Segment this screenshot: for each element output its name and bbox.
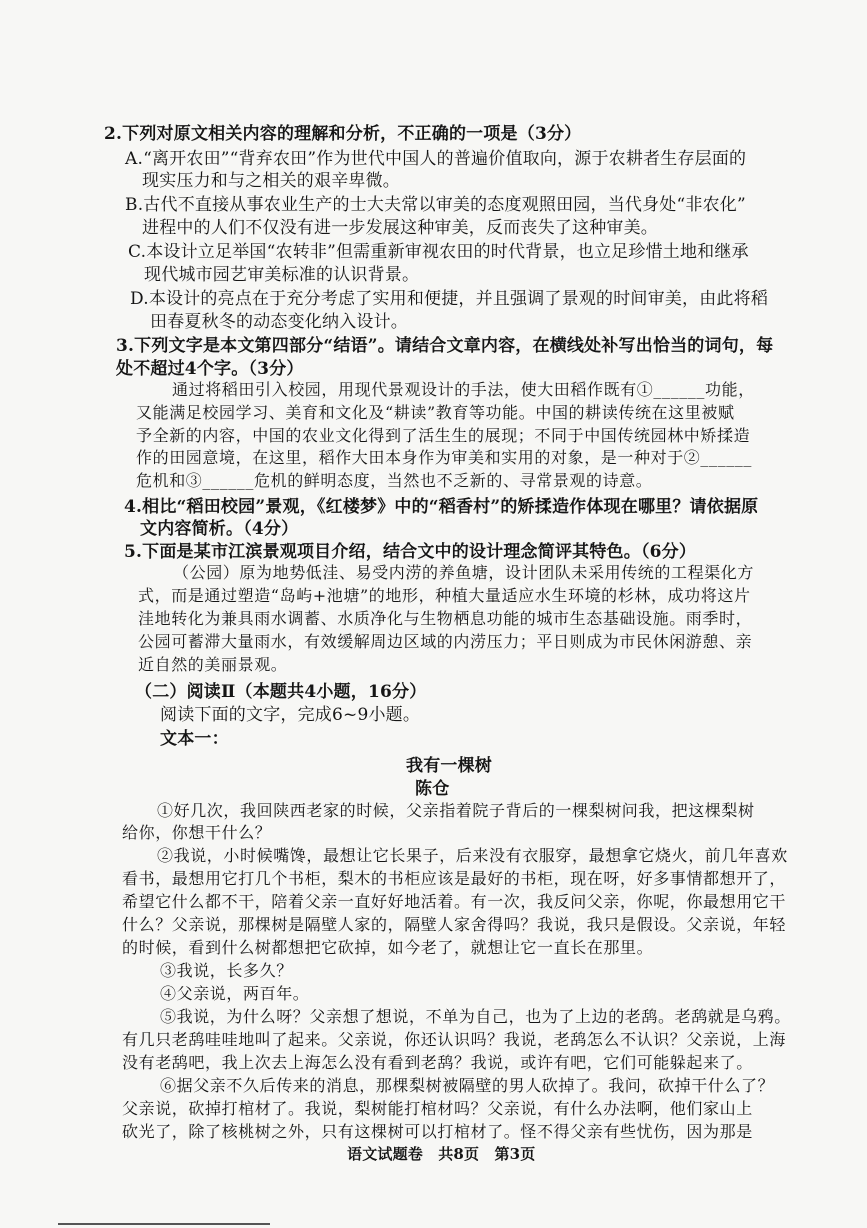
- article-line: ⑤我说，为什么呀？父亲想了想说，不单为自己，也为了上边的老鸹。老鸹就是乌鸦。: [160, 1007, 791, 1026]
- article-line: 有几只老鸹哇哇地叫了起来。父亲说，你还认识吗？我说，老鸹怎么不认识？父亲说，上海: [122, 1030, 787, 1049]
- article-author: 陈仓: [415, 779, 450, 799]
- q2-option-a: A.“离开农田”“背弃农田”作为世代中国人的普遍价值取向，源于农耕者生存层面的: [125, 149, 747, 169]
- q2-option-a-cont: 现实压力和与之相关的艰辛卑微。: [142, 171, 400, 191]
- article-line: ③我说，长多久？: [160, 961, 293, 980]
- q3-passage-line: 危机和③______危机的鲜明态度，当然也不乏新的、寻常景观的诗意。: [136, 471, 653, 490]
- q4-stem-cont: 文内容简析。（4分）: [140, 519, 299, 539]
- q3-passage-line: 作的田园意境，在这里，稻作大田本身作为审美和实用的对象，是一种对于②______: [136, 448, 753, 467]
- q2-option-c: C.本设计立足举国“农转非”但需重新审视农田的时代背景，也立足珍惜土地和继承: [128, 242, 749, 262]
- article-line: ④父亲说，两百年。: [160, 984, 310, 1003]
- q2-option-d: D.本设计的亮点在于充分考虑了实用和便捷，并且强调了景观的时间审美，由此将稻: [130, 289, 769, 309]
- q3-stem: 3.下列文字是本文第四部分“结语”。请结合文章内容，在横线处补写出恰当的词句，每: [116, 336, 774, 356]
- article-line: ⑥据父亲不久后传来的消息，那棵梨树被隔壁的男人砍掉了。我问，砍掉干什么了？: [160, 1076, 775, 1095]
- q3-passage-line: 予全新的内容，中国的农业文化得到了活生生的展现；不同于中国传统园林中矫揉造: [136, 426, 751, 445]
- page-footer: 语文试题卷 共8页 第3页: [347, 1145, 536, 1163]
- q5-passage-line: 式，而是通过塑造“岛屿+池塘”的地形，种植大量适应水生环境的杉林，成功将这片: [138, 586, 751, 605]
- article-line: 看书，最想用它打几个书柜，梨木的书柜应该是最好的书柜，现在呀，好多事情都想开了，: [122, 869, 787, 888]
- q5-passage-line: 公园可蓄滞大量雨水，有效缓解周边区域的内涝压力；平日则成为市民休闲游憩、亲: [138, 632, 753, 651]
- q3-passage-line: 通过将稻田引入校园，用现代景观设计的手法，使大田稻作既有①______功能，: [172, 380, 755, 399]
- article-line: 什么？父亲说，那棵树是隔壁人家的，隔壁人家舍得吗？我说，我只是假设。父亲说，年轻: [122, 915, 787, 934]
- q5-passage-line: 洼地转化为兼具雨水调蓄、水质净化与生物栖息功能的城市生态基础设施。雨季时，: [138, 609, 753, 628]
- article-line: 的时候，看到什么树都想把它砍掉，如今老了，就想让它一直长在那里。: [122, 938, 654, 957]
- article-line: ①好几次，我回陕西老家的时候，父亲指着院子背后的一棵梨树问我，把这棵梨树: [157, 801, 755, 820]
- text-label: 文本一：: [160, 729, 229, 749]
- article-line: 没有老鸹吧，我上次去上海怎么没有看到老鸹？我说，或许有吧，它们可能躲起来了。: [122, 1053, 753, 1072]
- q5-passage-line: （公园）原为地势低洼、易受内涝的养鱼塘，设计团队未采用传统的工程渠化方: [173, 563, 755, 582]
- article-line: 给你，你想干什么？: [122, 823, 272, 842]
- q2-option-b-cont: 进程中的人们不仅没有进一步发展这种审美，反而丧失了这种审美。: [142, 218, 658, 238]
- q3-stem-cont: 处不超过4个字。（3分）: [116, 359, 304, 379]
- scan-edge-divider: [58, 1223, 270, 1225]
- article-title: 我有一棵树: [406, 756, 492, 776]
- article-line: ②我说，小时候嘴馋，最想让它长果子，后来没有衣服穿，最想拿它烧火，前几年喜欢: [157, 846, 788, 865]
- article-line: 砍光了，除了核桃树之外，只有这棵树可以打棺材了。怪不得父亲有些忧伤，因为那是: [122, 1122, 753, 1141]
- section-heading: （二）阅读Ⅱ（本题共4小题，16分）: [135, 682, 427, 702]
- q5-stem: 5.下面是某市江滨景观项目介绍，结合文中的设计理念简评其特色。（6分）: [124, 542, 697, 562]
- q2-option-c-cont: 现代城市园艺审美标准的认识背景。: [144, 265, 420, 285]
- section-instruction: 阅读下面的文字，完成6~9小题。: [160, 705, 421, 725]
- q2-option-b: B.古代不直接从事农业生产的士大夫常以审美的态度观照田园，当代身处“非农化”: [125, 195, 746, 215]
- q3-passage-line: 又能满足校园学习、美育和文化及“耕读”教育等功能。中国的耕读传统在这里被赋: [136, 403, 735, 422]
- article-line: 父亲说，砍掉打棺材了。我说，梨树能打棺材吗？父亲说，有什么办法啊，他们家山上: [122, 1099, 753, 1118]
- article-line: 希望它什么都不干，陪着父亲一直好好地活着。有一次，我反问父亲，你呢，你最想用它干: [122, 892, 787, 911]
- q4-stem: 4.相比“稻田校园”景观，《红楼梦》中的“稻香村”的矫揉造作体现在哪里？请依据原: [124, 497, 759, 517]
- q2-stem: 2.下列对原文相关内容的理解和分析，不正确的一项是（3分）: [104, 124, 582, 144]
- q2-option-d-cont: 田春夏秋冬的动态变化纳入设计。: [150, 312, 408, 332]
- q5-passage-line: 近自然的美丽景观。: [138, 655, 288, 674]
